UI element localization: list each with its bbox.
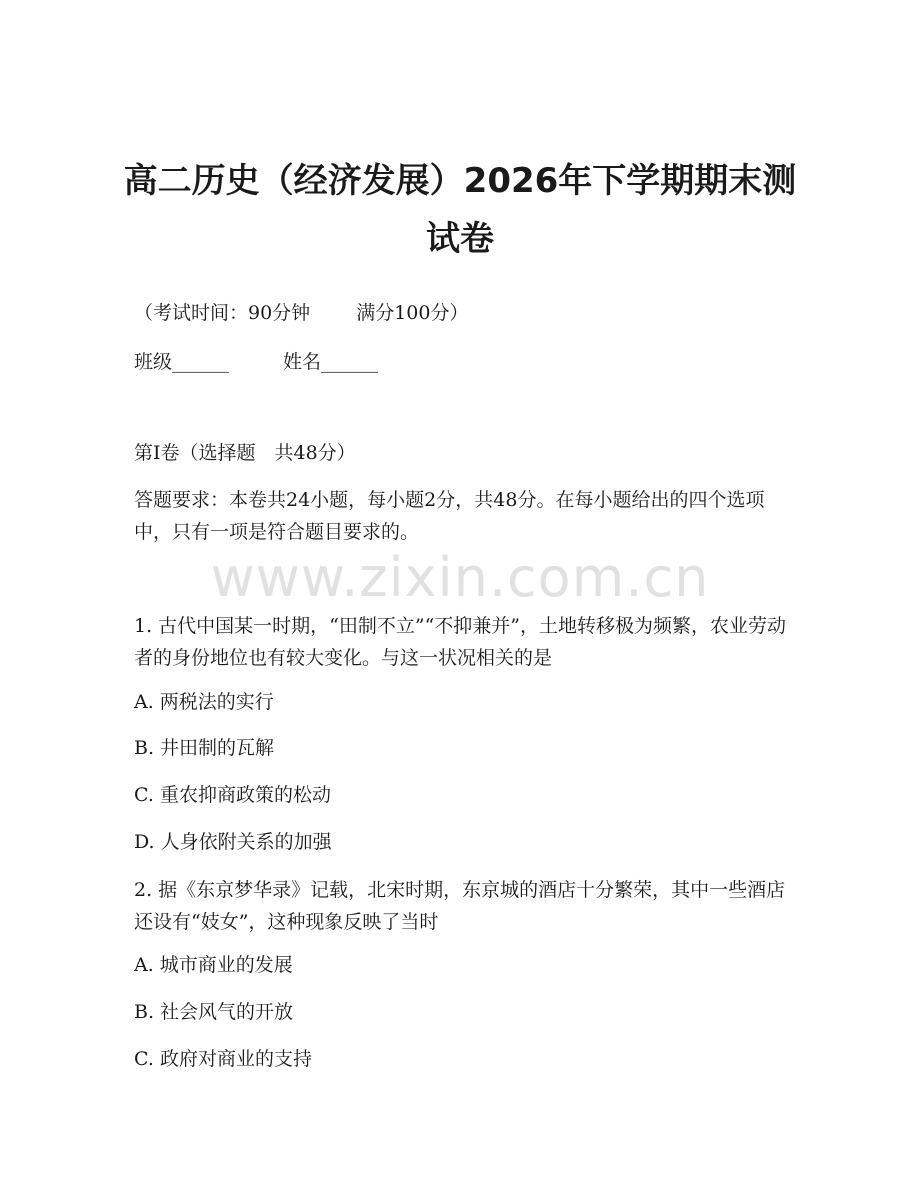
question-1-option-a: A. 两税法的实行 (134, 691, 274, 713)
class-field-label: 班级______ (134, 351, 230, 373)
exam-title: 高二历史（经济发展）2026年下学期期末测试卷 (123, 161, 797, 259)
student-info (134, 346, 794, 378)
section-instructions: 答题要求：本卷共24小题，每小题2分，共48分。在每小题给出的四个选项中，只有一项是符合题目要求的。 (134, 489, 765, 543)
exam-full-score: 满分100分） (356, 302, 469, 324)
question-1-option-d: D. 人身依附关系的加强 (134, 831, 332, 853)
exam-time: （考试时间：90分钟 (134, 302, 311, 324)
section-heading: 第Ⅰ卷（选择题 共48分） (134, 442, 356, 464)
question-2-stem: 2. 据《东京梦华录》记载，北宋时期，东京城的酒店十分繁荣，其中一些酒店还设有“妓女”，这种现象反映了当时 (134, 879, 786, 933)
exam-info (134, 297, 794, 329)
question-1-stem: 1. 古代中国某一时期，“田制不立”“不抑兼并”，土地转移极为频繁，农业劳动者的身份地位也有较大变化。与这一状况相关的是 (134, 615, 787, 669)
name-field-label: 姓名______ (283, 351, 379, 373)
question-2-option-b: B. 社会风气的开放 (134, 1001, 294, 1023)
question-1-option-c: C. 重农抑商政策的松动 (134, 784, 331, 806)
question-2-option-c: C. 政府对商业的支持 (134, 1048, 312, 1070)
watermark: www.zixin.com.cn (210, 546, 710, 609)
question-1-option-b: B. 井田制的瓦解 (134, 737, 275, 759)
question-2-option-a: A. 城市商业的发展 (134, 954, 293, 976)
